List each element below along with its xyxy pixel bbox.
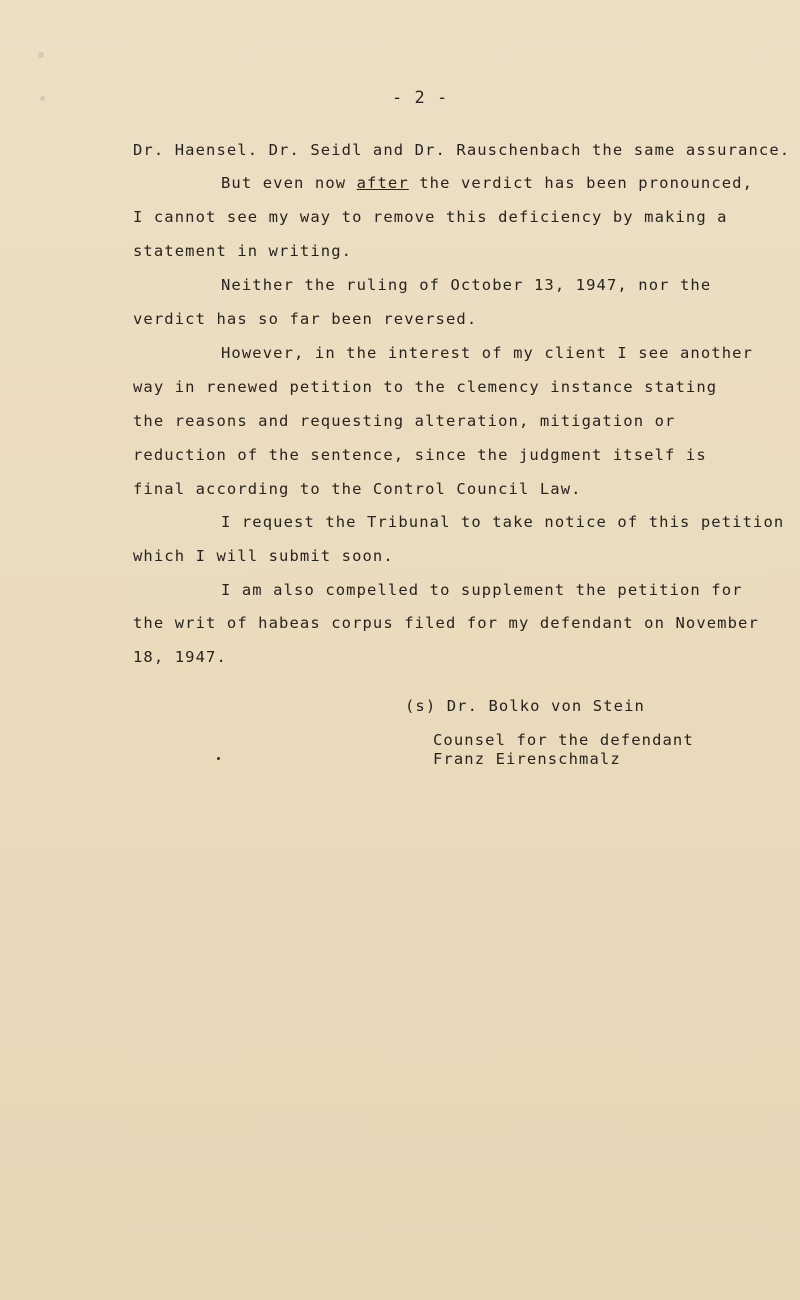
signature-client: Franz Eirenschmalz — [433, 750, 621, 768]
text-line: the reasons and requesting alteration, mitigation or — [133, 412, 676, 430]
text-line: I cannot see my way to remove this deficiency by making a — [133, 208, 728, 226]
paper-stain — [40, 96, 45, 101]
page-number: - 2 - — [392, 88, 449, 108]
text-fragment: But even now — [221, 174, 357, 192]
text-line: Neither the ruling of October 13, 1947, nor the — [221, 276, 712, 294]
text-line: the writ of habeas corpus filed for my defendant on November — [133, 614, 759, 632]
text-line: I request the Tribunal to take notice of this petition — [221, 513, 785, 531]
text-line: reduction of the sentence, since the judgment itself is — [133, 446, 707, 464]
text-line: verdict has so far been reversed. — [133, 310, 478, 328]
text-line: 18, 1947. — [133, 648, 227, 666]
text-line: final according to the Control Council Law. — [133, 480, 582, 498]
signature-title: Counsel for the defendant — [433, 731, 694, 749]
text-line: However, in the interest of my client I see another — [221, 344, 754, 362]
paper-stain — [38, 52, 44, 58]
text-line — [221, 174, 753, 192]
text-line: which I will submit soon. — [133, 547, 394, 565]
text-line: I am also compelled to supplement the petition for — [221, 581, 743, 599]
underlined-word: after — [356, 174, 409, 192]
text-line: way in renewed petition to the clemency instance stating — [133, 378, 718, 396]
signature-line: (s) Dr. Bolko von Stein — [405, 697, 645, 715]
ink-dot — [217, 757, 220, 760]
text-line: Dr. Haensel. Dr. Seidl and Dr. Rauschenbach the same assurance. — [133, 141, 791, 159]
text-fragment: the verdict has been pronounced, — [408, 174, 754, 192]
text-line: statement in writing. — [133, 242, 353, 260]
